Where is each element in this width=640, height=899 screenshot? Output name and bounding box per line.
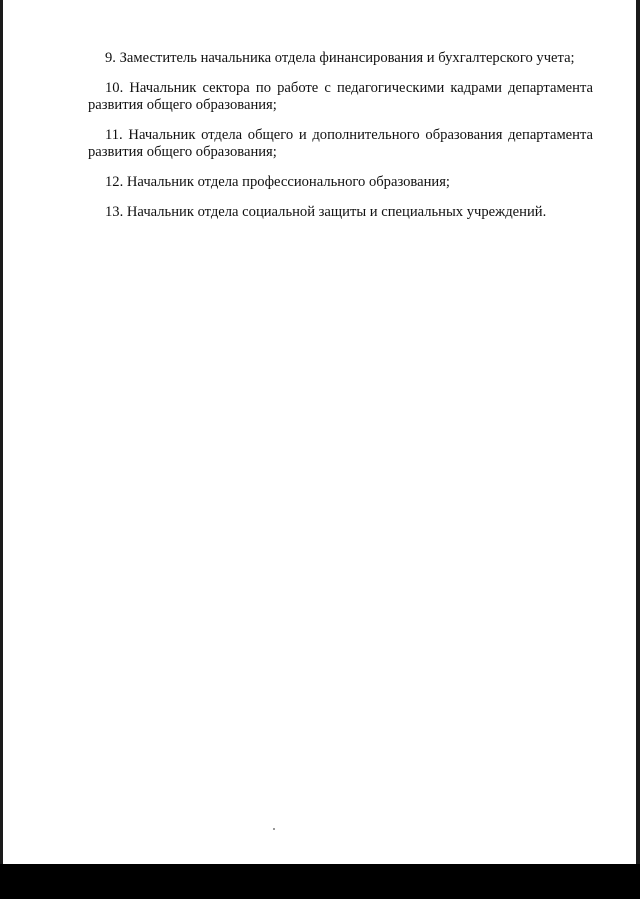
list-item-11: 11. Начальник отдела общего и дополнительного образования департамента развития общего образования; <box>88 127 593 160</box>
list-item-13: 13. Начальник отдела социальной защиты и специальных учреждений. <box>105 204 547 220</box>
scan-right-edge <box>636 0 640 864</box>
list-item-12: 12. Начальник отдела профессионального образования; <box>105 174 450 190</box>
position-list <box>88 50 593 234</box>
list-item-9: 9. Заместитель начальника отдела финансирования и бухгалтерского учета; <box>105 50 575 66</box>
scan-bottom-band <box>0 864 640 899</box>
list-item-10: 10. Начальник сектора по работе с педагогическими кадрами департамента развития общего образования; <box>88 80 593 113</box>
scan-left-edge <box>0 0 3 864</box>
scan-speck <box>273 828 275 830</box>
